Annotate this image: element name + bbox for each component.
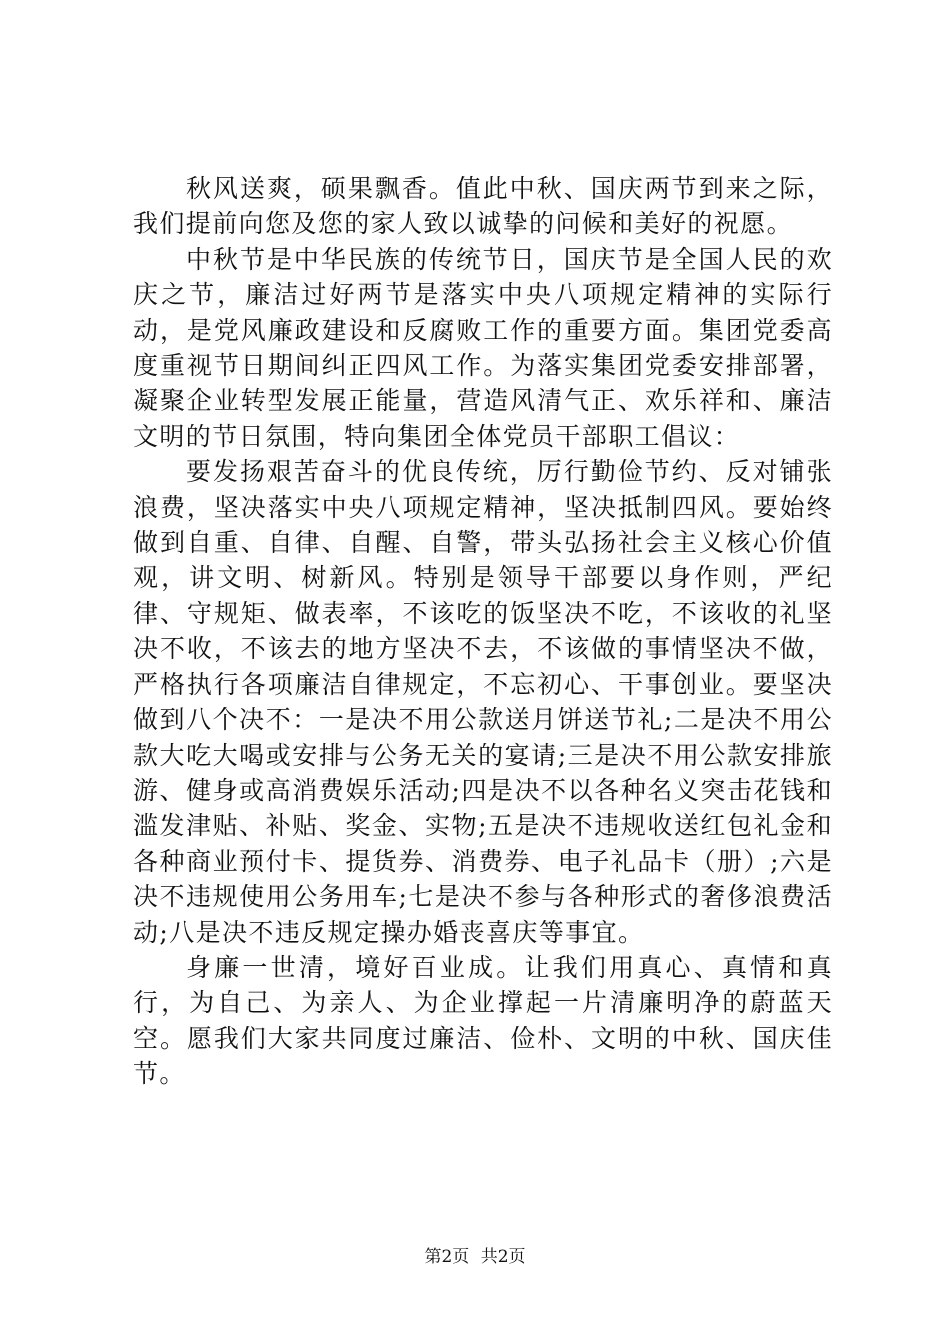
- paragraph-requirements: 要发扬艰苦奋斗的优良传统，厉行勤俭节约、反对铺张浪费，坚决落实中央八项规定精神，坚决抵制四风。要始终做到自重、自律、自醒、自警，带头弘扬社会主义核心价值观，讲文明、树新风。特别是领导干部要以身作则，严纪律、守规矩、做表率，不该吃的饭坚决不吃，不该收的礼坚决不收，不该去的地方坚决不去，不该做的事情坚决不做，严格执行各项廉洁自律规定，不忘初心、干事创业。要坚决做到八个决不：一是决不用公款送月饼送节礼;二是决不用公款大吃大喝或安排与公务无关的宴请;三是决不用公款安排旅游、健身或高消费娱乐活动;四是决不以各种名义突击花钱和滥发津贴、补贴、奖金、实物;五是决不违规收送红包礼金和各种商业预付卡、提货券、消费券、电子礼品卡（册）;六是决不违规使用公务用车;七是决不参与各种形式的奢侈浪费活动;八是决不违反规定操办婚丧喜庆等事宜。: [133, 457, 833, 947]
- page-number: 第2页: [424, 1247, 470, 1267]
- page-total: 共2页: [480, 1247, 526, 1267]
- paragraph-greeting: 秋风送爽，硕果飘香。值此中秋、国庆两节到来之际，我们提前向您及您的家人致以诚挚的问候和美好的祝愿。: [133, 174, 833, 239]
- page-footer: [0, 1246, 950, 1268]
- document-body: [133, 171, 833, 1092]
- paragraph-closing: 身廉一世清，境好百业成。让我们用真心、真情和真行，为自己、为亲人、为企业撑起一片清廉明净的蔚蓝天空。愿我们大家共同度过廉洁、俭朴、文明的中秋、国庆佳节。: [133, 952, 833, 1089]
- paragraph-initiative: 中秋节是中华民族的传统节日，国庆节是全国人民的欢庆之节，廉洁过好两节是落实中央八项规定精神的实际行动，是党风廉政建设和反腐败工作的重要方面。集团党委高度重视节日期间纠正四风工作。为落实集团党委安排部署，凝聚企业转型发展正能量，营造风清气正、欢乐祥和、廉洁文明的节日氛围，特向集团全体党员干部职工倡议：: [133, 244, 833, 451]
